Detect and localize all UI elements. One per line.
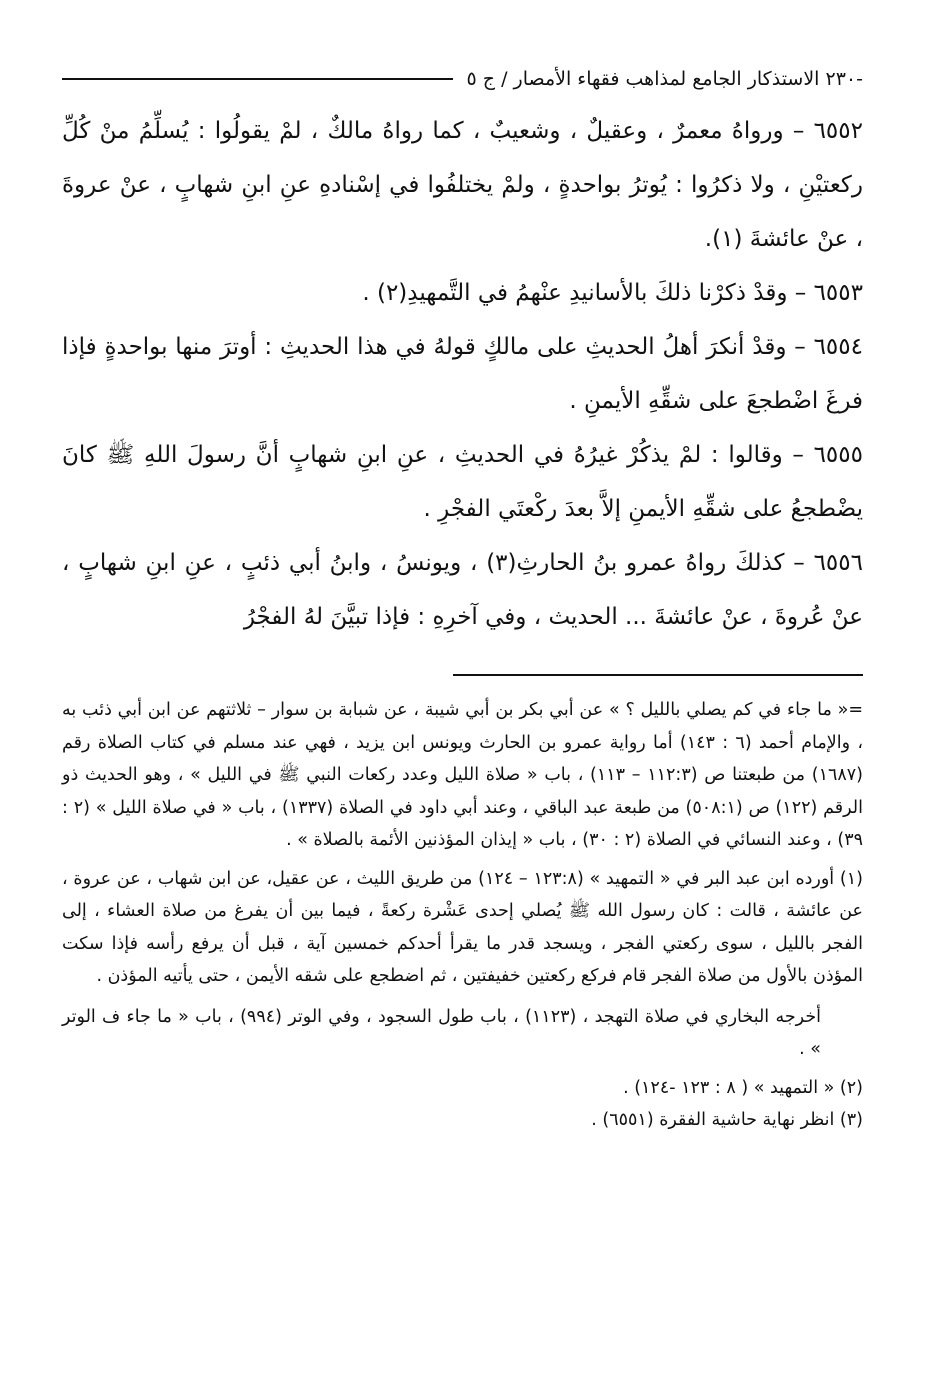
footnotes — [62, 694, 863, 1137]
footnote-continuation: =« ما جاء في كم يصلي بالليل ؟ » عن أبي بكر بن أبي شيبة ، عن شبابة بن سوار – ثلاثتهم عن ابن أبي ذئب به ، والإمام أحمد (٦ : ١٤٣) أما رواية عمرو بن الحارث ويونس ابن يزيد ، فهي عند مسلم في كتاب الصلاة رقم (١٦٨٧) من طبعتنا ص (١١٢:٣ – ١١٣) ، باب « صلاة الليل وعدد ركعات النبي ﷺ في الليل » ، وهو الحديث ذو الرقم (١٢٢) ص (٥٠٨:١) من طبعة عبد الباقي ، وعند أبي داود في الصلاة (١٣٣٧) ، باب « في صلاة الليل » (٢ : ٣٩) ، وعند النسائي في الصلاة (٢ : ٣٠) ، باب « إيذان المؤذنين الأئمة بالصلاة » . — [62, 700, 863, 850]
paragraph-6554: ٦٥٥٤ – وقدْ أنكرَ أهلُ الحديثِ على مالكٍ قولهُ في هذا الحديثِ : أوترَ منها بواحدةٍ فإذا فرغَ اضْطجعَ على شقِّهِ الأيمنِ . — [62, 334, 863, 414]
footnote-1: (١) أورده ابن عبد البر في « التمهيد » (١٢٣:٨ – ١٢٤) من طريق الليث ، عن عقيل، عن ابن شهاب ، عن عروة ، عن عائشة ، قالت : كان رسول الله ﷺ يُصلي إحدى عَشْرة ركعةً ، فيما بين أن يفرغ من صلاة العشاء ، إلى الفجر بالليل ، سوى ركعتي الفجر ، ويسجد قدر ما يقرأ أحدكم خمسين آية ، قبل أن يرفع رأسه فإذا سكت المؤذن بالأول من صلاة الفجر قام فركع ركعتين خفيفتين ، ثم اضطجع على شقه الأيمن ، حتى يأتيه المؤذن . — [62, 868, 863, 986]
paragraph-6552: ٦٥٥٢ – ورواهُ معمرٌ ، وعقيلٌ ، وشعيبٌ ، كما رواهُ مالكٌ ، لمْ يقولُوا : يُسلِّمُ منْ كُلِّ ركعتيْنِ ، ولا ذكرُوا : يُوترُ بواحدةٍ ، ولمْ يختلفُوا في إسْنادهِ عنِ ابنِ شهابٍ ، عنْ عروةَ ، عنْ عائشةَ (١). — [62, 118, 863, 252]
running-title: -٢٣٠ الاستذكار الجامع لمذاهب فقهاء الأمصار / ج ٥ — [466, 68, 863, 90]
main-text — [62, 104, 863, 644]
footnote-2: (٢) « التمهيد » ( ٨ : ١٢٣ -١٢٤) . — [623, 1077, 863, 1098]
paragraph-6555: ٦٥٥٥ – وقالوا : لمْ يذكُرْ غيرُهُ في الحديثِ ، عنِ ابنِ شهابٍ أنَّ رسولَ اللهِ ﷺ كانَ يضْطجعُ على شقِّهِ الأيمنِ إلاَّ بعدَ ركْعتَي الفجْرِ . — [62, 442, 863, 522]
book-page — [62, 62, 863, 1137]
page-header — [62, 62, 863, 96]
paragraph-6556: ٦٥٥٦ – كذلكَ رواهُ عمرو بنُ الحارثِ(٣) ، ويونسُ ، وابنُ أبي ذئبٍ ، عنِ ابنِ شهابٍ ، عنْ عُروةَ ، عنْ عائشةَ ... الحديث ، وفي آخرِهِ : فإذا تبيَّنَ لهُ الفجْرُ — [62, 550, 863, 630]
footnote-1-extra: أخرجه البخاري في صلاة التهجد ، (١١٢٣) ، باب طول السجود ، وفي الوتر (٩٩٤) ، باب « ما جاء ف الوتر » . — [62, 1006, 821, 1059]
footnote-3: (٣) انظر نهاية حاشية الفقرة (٦٥٥١) . — [591, 1110, 863, 1130]
header-rule — [62, 78, 453, 80]
footnote-divider — [453, 674, 863, 676]
paragraph-6553: ٦٥٥٣ – وقدْ ذكرْنا ذلكَ بالأسانيدِ عنْهمُ في التَّمهيدِ(٢) . — [362, 280, 863, 306]
